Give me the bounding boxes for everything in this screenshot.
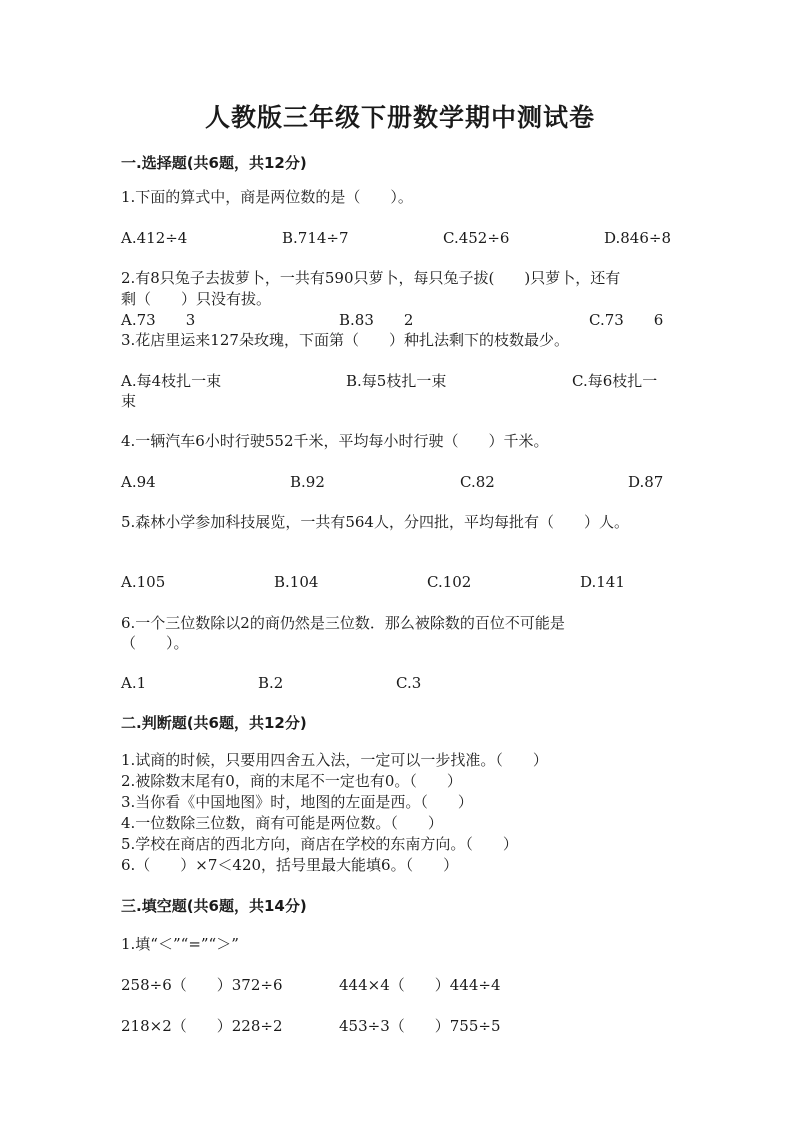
option-c: C.82 [460, 473, 495, 491]
question-stem: 5.森林小学参加科技展览，一共有564人，分四批，平均每批有（ ）人。 [121, 513, 629, 531]
compare-item: 453÷3（ ）755÷5 [339, 1017, 501, 1035]
option-c: C.73 6 [589, 311, 664, 329]
compare-item: 218×2（ ）228÷2 [121, 1017, 283, 1035]
option-d: D.87 [628, 473, 664, 491]
option-b: B.每5枝扎一束 [346, 372, 447, 390]
option-b: B.104 [274, 573, 319, 591]
question-stem: 4.一辆汽车6小时行驶552千米，平均每小时行驶（ ）千米。 [121, 432, 549, 450]
compare-item: 258÷6（ ）372÷6 [121, 976, 283, 994]
judge-item: 4.一位数除三位数，商有可能是两位数。（ ） [121, 814, 443, 832]
compare-item: 444×4（ ）444÷4 [339, 976, 501, 994]
page-title: 人教版三年级下册数学期中测试卷 [204, 103, 595, 132]
option-a: A.412÷4 [121, 229, 188, 247]
question-stem-line2: 剩（ ）只没有拔。 [121, 290, 272, 308]
judge-item: 3.当你看《中国地图》时，地图的左面是西。（ ） [121, 793, 473, 811]
option-a: A.105 [121, 573, 166, 591]
option-a: A.73 3 [121, 311, 196, 329]
option-c: C.102 [427, 573, 472, 591]
judge-item: 1.试商的时候，只要用四舍五入法，一定可以一步找准。（ ） [121, 751, 548, 769]
option-c: C.3 [396, 674, 422, 692]
judge-item: 6.（ ）×7＜420，括号里最大能填6。（ ） [121, 856, 459, 874]
section-heading-choice: 一.选择题(共6题，共12分) [121, 154, 307, 172]
option-c-wrap: 束 [121, 392, 137, 410]
option-d: D.846÷8 [604, 229, 672, 247]
option-b: B.83 2 [339, 311, 414, 329]
question-stem: 3.花店里运来127朵玫瑰，下面第（ ）种扎法剩下的枝数最少。 [121, 331, 569, 349]
question-stem-line1: 2.有8只兔子去拔萝卜，一共有590只萝卜，每只兔子拔( )只萝卜，还有 [121, 269, 621, 287]
option-a: A.94 [121, 473, 156, 491]
option-a: A.每4枝扎一束 [121, 372, 222, 390]
question-stem: 1.填“＜”“=”“＞” [121, 935, 239, 953]
question-stem-line2: （ ）。 [121, 634, 189, 652]
section-heading-judge: 二.判断题(共6题，共12分) [121, 714, 307, 732]
option-d: D.141 [580, 573, 625, 591]
option-b: B.92 [290, 473, 325, 491]
question-stem: 1.下面的算式中，商是两位数的是（ ）。 [121, 188, 413, 206]
question-stem-line1: 6.一个三位数除以2的商仍然是三位数．那么被除数的百位不可能是 [121, 614, 565, 632]
option-b: B.714÷7 [282, 229, 349, 247]
option-c: C.每6枝扎一 [572, 372, 658, 390]
option-a: A.1 [121, 674, 147, 692]
option-c: C.452÷6 [443, 229, 510, 247]
section-heading-fill: 三.填空题(共6题，共14分) [121, 897, 307, 915]
option-b: B.2 [258, 674, 284, 692]
judge-item: 2.被除数末尾有0，商的末尾不一定也有0。（ ） [121, 772, 462, 790]
judge-item: 5.学校在商店的西北方向，商店在学校的东南方向。（ ） [121, 835, 518, 853]
